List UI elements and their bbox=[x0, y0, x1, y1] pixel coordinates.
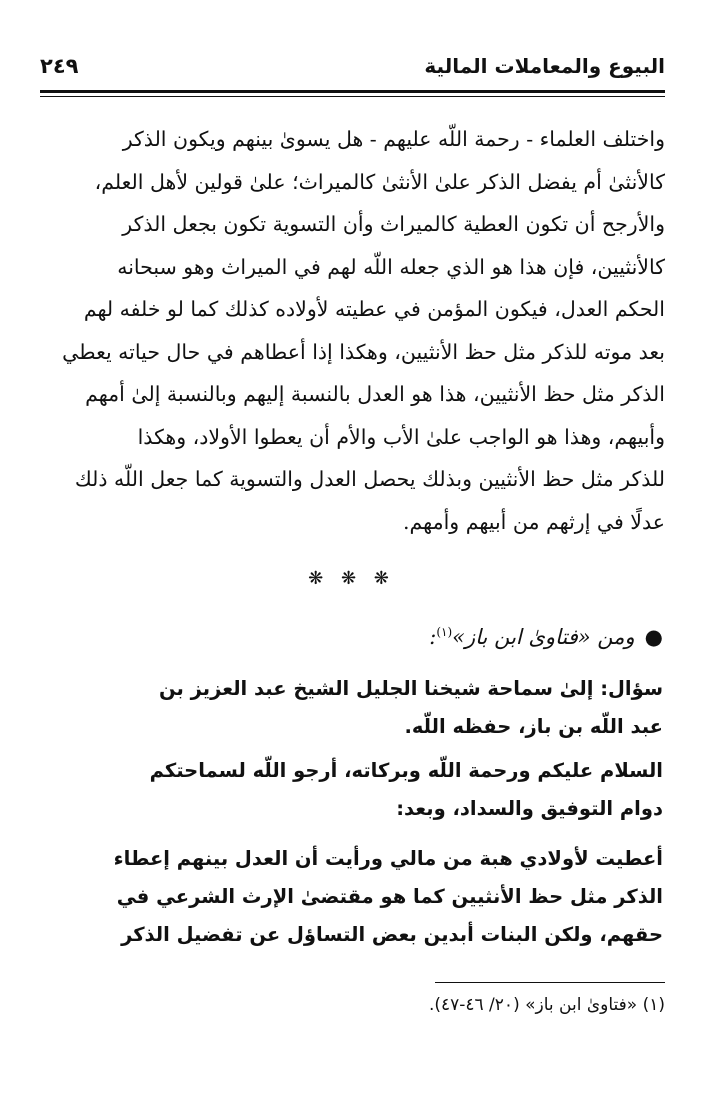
text-line: أعطيت لأولادي هبة من مالي ورأيت أن العدل بينهم إعطاء bbox=[113, 847, 663, 870]
text-line: كالأنثىٰ أم يفضل الذكر علىٰ الأنثىٰ كالميراث؛ علىٰ قولين لأهل العلم، bbox=[94, 169, 665, 194]
question-greeting bbox=[38, 752, 663, 828]
text-line: للذكر مثل حظ الأنثيين وبذلك يحصل العدل والتسوية كما جعل اللّه ذلك bbox=[74, 467, 665, 491]
page-number: ٢٤٩ bbox=[40, 54, 79, 78]
footnote: (١) «فتاوىٰ ابن باز» (٢٠/ ٤٦-٤٧). bbox=[428, 995, 665, 1015]
text-line: عدلًا في إرثهم من أبيهم وأمهم. bbox=[403, 509, 665, 534]
bullet-icon: ● bbox=[644, 625, 663, 649]
text-line: والأرجح أن تكون العطية كالميراث وأن التسوية تكون بجعل الذكر bbox=[122, 212, 665, 236]
text-line: دوام التوفيق والسداد، وبعد: bbox=[396, 797, 663, 820]
page-header bbox=[40, 54, 665, 88]
main-paragraph bbox=[40, 118, 665, 543]
heading-text: ومن «فتاوىٰ ابن باز» bbox=[452, 625, 635, 649]
text-line: عبد اللّه بن باز، حفظه اللّه. bbox=[404, 715, 663, 738]
text-line: بعد موته للذكر مثل حظ الأنثيين، وهكذا إذا أعطاهم في حال حياته يعطي bbox=[62, 339, 665, 364]
section-separator: ❋ ❋ ❋ bbox=[308, 568, 395, 589]
text-line: السلام عليكم ورحمة اللّه وبركاته، أرجو اللّه لسماحتكم bbox=[149, 759, 663, 782]
question-salutation bbox=[38, 670, 663, 746]
text-line: وأبيهم، وهذا هو الواجب علىٰ الأب والأم أن يعطوا الأولاد، وهكذا bbox=[137, 424, 665, 449]
text-line: الذكر مثل حظ الأنثيين، هذا هو العدل بالنسبة إليهم وبالنسبة إلىٰ أمهم bbox=[85, 382, 665, 406]
footnote-reference[interactable]: (١) bbox=[436, 625, 453, 639]
footnote-divider bbox=[435, 982, 665, 983]
section-heading bbox=[40, 615, 663, 654]
text-line: واختلف العلماء - رحمة اللّه عليهم - هل يسوىٰ بينهم ويكون الذكر bbox=[122, 127, 665, 151]
running-title: البيوع والمعاملات المالية bbox=[424, 54, 665, 78]
text-line: حقهم، ولكن البنات أبدين بعض التساؤل عن تفضيل الذكر bbox=[121, 923, 663, 946]
header-rule-thin bbox=[40, 96, 665, 97]
header-rule-thick bbox=[40, 90, 665, 93]
text-line: الحكم العدل، فيكون المؤمن في عطيته لأولاده كذلك كما لو خلفه لهم bbox=[83, 297, 665, 321]
text-line: كالأنثيين، فإن هذا هو الذي جعله اللّه لهم في الميراث وهو سبحانه bbox=[117, 254, 665, 279]
text-line: سؤال: إلىٰ سماحة شيخنا الجليل الشيخ عبد العزيز بن bbox=[158, 677, 663, 700]
text-line: الذكر مثل حظ الأنثيين كما هو مقتضىٰ الإرث الشرعي في bbox=[116, 885, 663, 908]
question-body bbox=[38, 840, 663, 954]
heading-colon: : bbox=[429, 625, 437, 649]
